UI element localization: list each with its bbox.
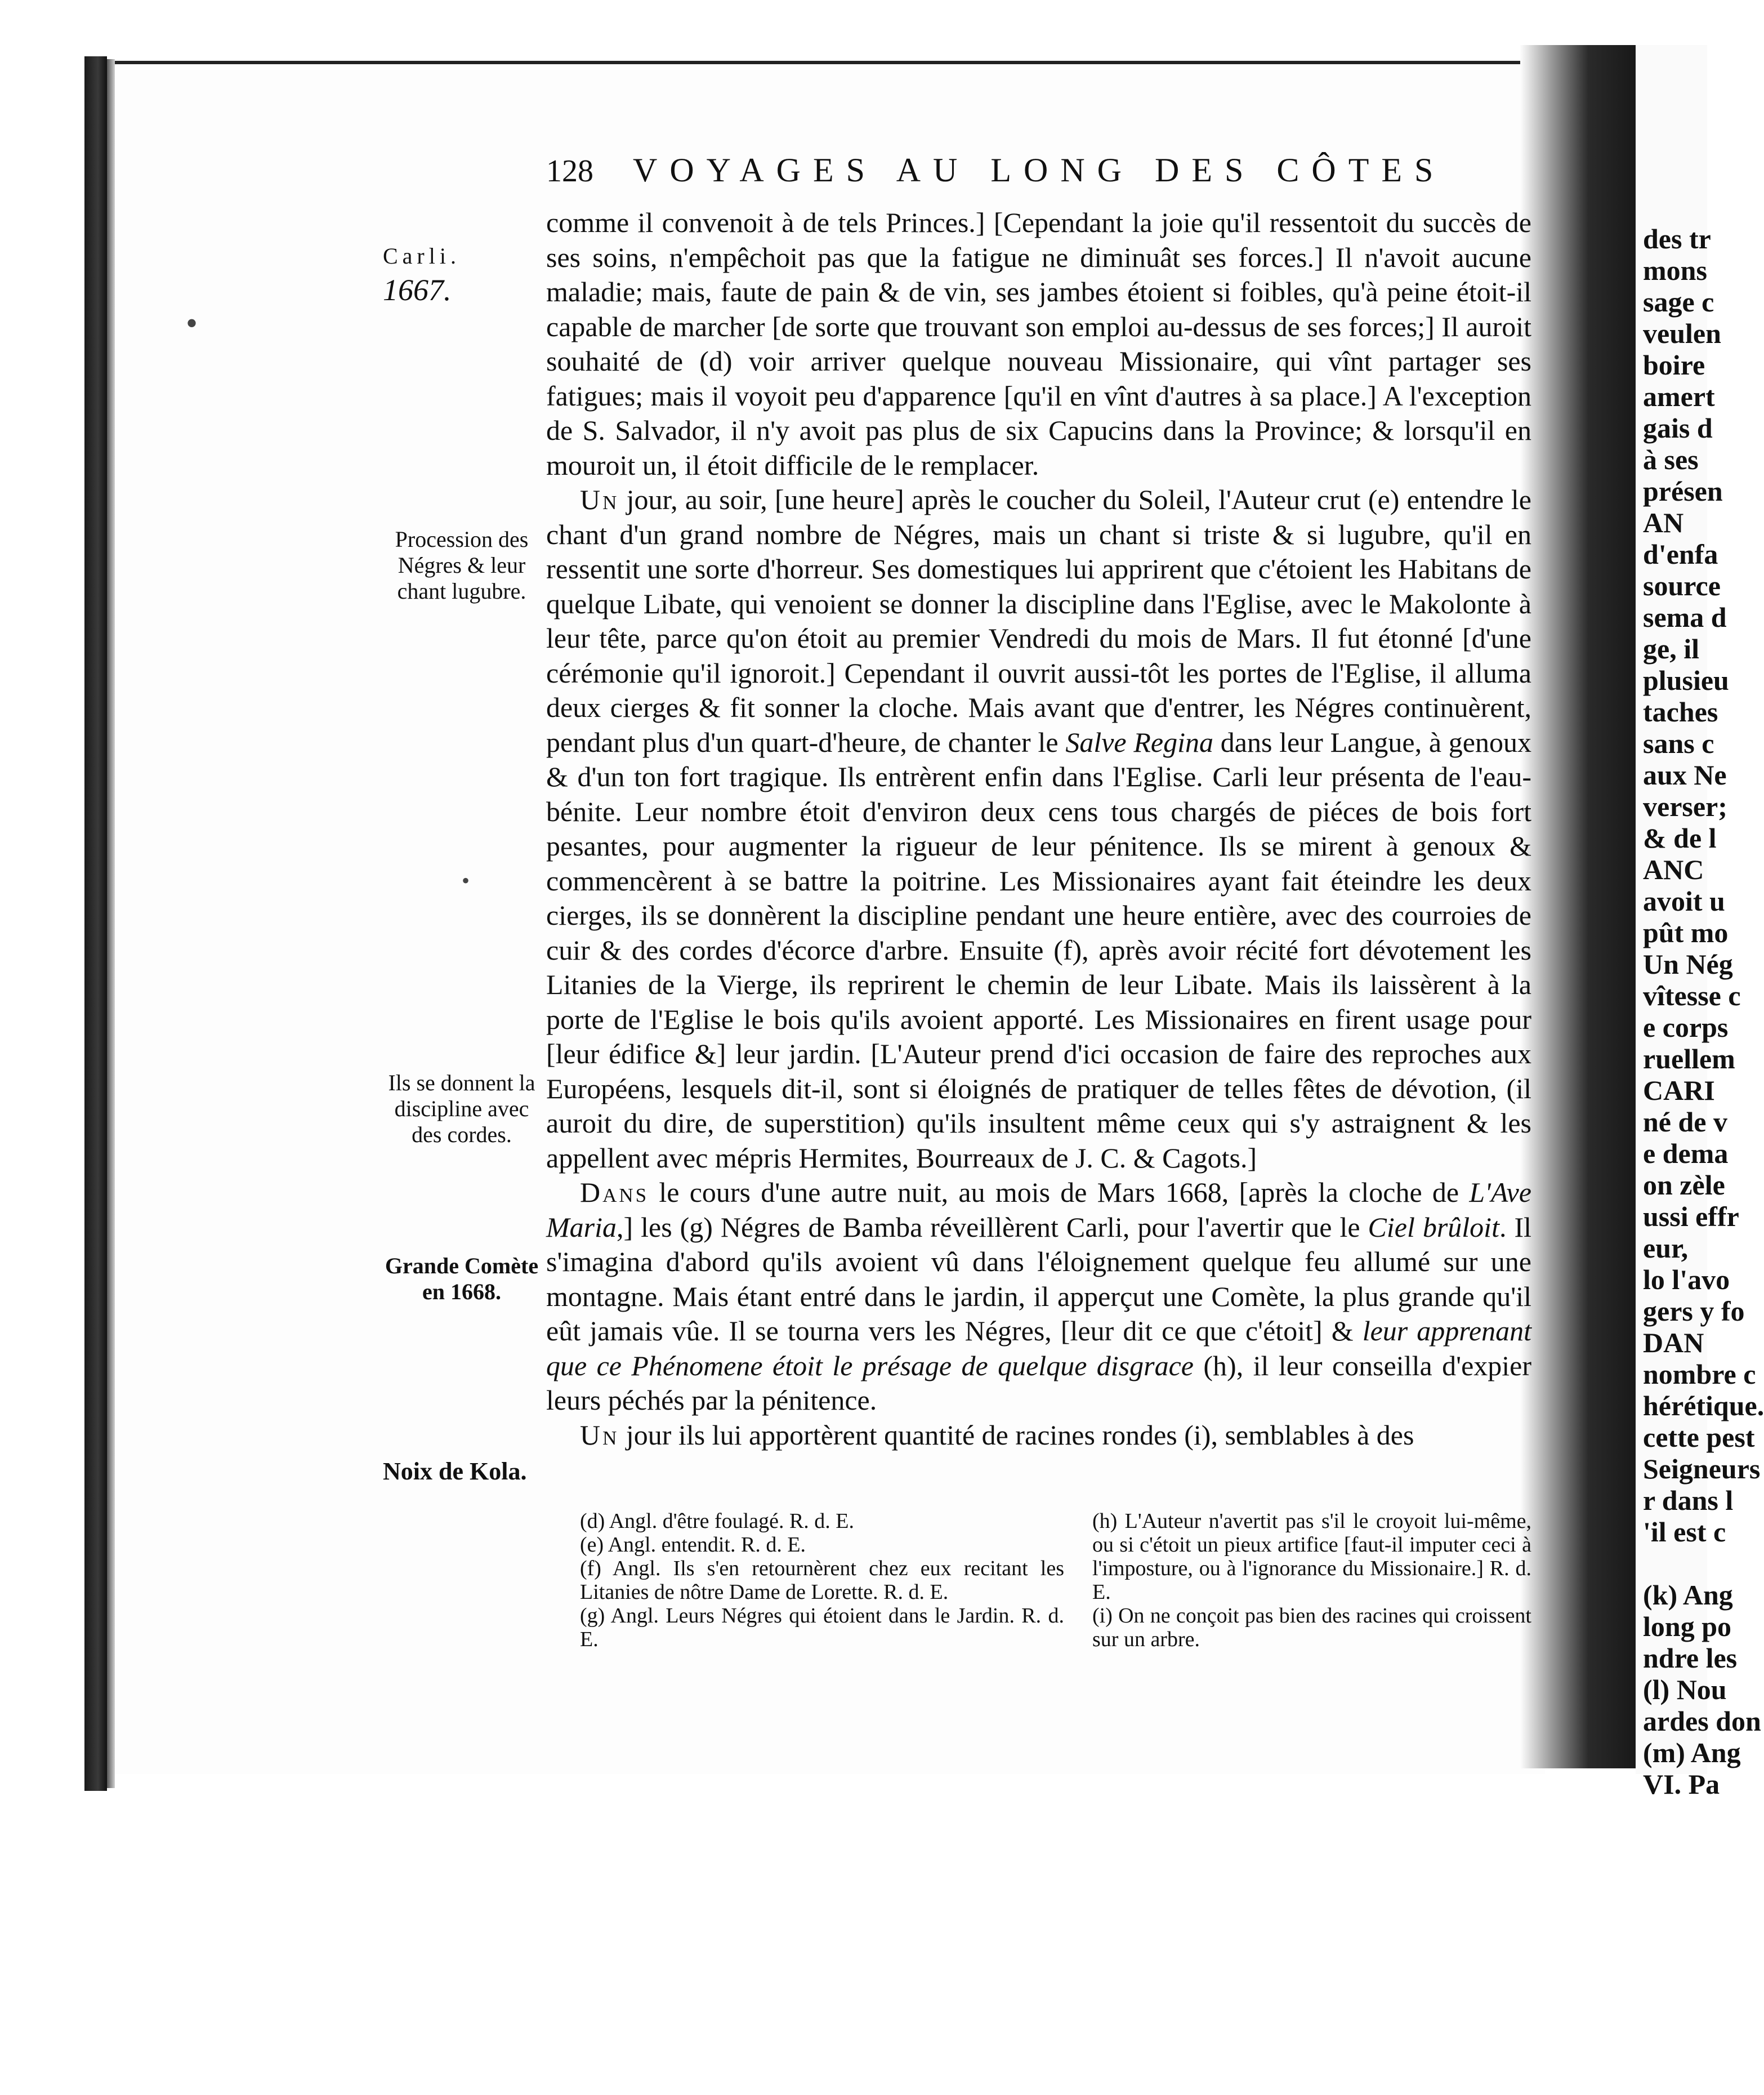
- page-edge: [107, 59, 115, 1788]
- margin-note-kola: Noix de Kola.: [383, 1457, 527, 1485]
- right-page-line: cette pest: [1643, 1421, 1755, 1453]
- right-page-line: DAN: [1643, 1327, 1704, 1358]
- right-page-line: CARI: [1643, 1075, 1715, 1106]
- right-page-line: des tr: [1643, 223, 1711, 255]
- footnotes-right: [1092, 1509, 1531, 1651]
- right-page-line: source: [1643, 570, 1721, 601]
- right-page-line: ussi effr: [1643, 1201, 1739, 1232]
- bottom-margin: [115, 1774, 1545, 2095]
- right-page-line: à ses: [1643, 444, 1699, 475]
- footnote-d: (d) Angl. d'être foulagé. R. d. E.: [580, 1509, 855, 1533]
- right-page-line: gers y fo: [1643, 1295, 1745, 1327]
- running-head: VOYAGES AU LONG DES CÔTES: [633, 151, 1446, 189]
- page-number: 128: [546, 154, 593, 189]
- right-page-line: avoit u: [1643, 885, 1725, 917]
- right-page-line: [1643, 1547, 1707, 1580]
- page-header: [546, 151, 1470, 202]
- right-page-line: sema d: [1643, 601, 1727, 633]
- right-page-line: mons: [1643, 255, 1707, 286]
- drop-word: Dans: [580, 1176, 649, 1208]
- presage-italic: leur apprenant que ce Phénomene étoit le présage de quelque disgrace: [546, 1315, 1531, 1381]
- drop-word: Un: [580, 1419, 619, 1451]
- right-page-line: aux Ne: [1643, 759, 1727, 791]
- margin-year: 1667.: [383, 273, 452, 307]
- right-page-line: AN: [1643, 507, 1684, 538]
- right-page-line: ANC: [1643, 854, 1704, 885]
- salve-regina: Salve Regina: [1065, 726, 1213, 758]
- right-page-line: nombre c: [1643, 1358, 1756, 1390]
- right-page-line: présen: [1643, 475, 1723, 507]
- right-page-line: pût mo: [1643, 917, 1729, 948]
- book-spine: [84, 56, 107, 1791]
- right-page-line: boire: [1643, 349, 1705, 381]
- right-page-line: r dans l: [1643, 1485, 1734, 1516]
- right-page-line: ndre les: [1643, 1642, 1738, 1674]
- right-page-line: & de l: [1643, 822, 1717, 854]
- right-page-line: plusieu: [1643, 665, 1729, 696]
- ave-maria: L'Ave Maria: [546, 1176, 1531, 1243]
- right-page-line: e corps: [1643, 1011, 1729, 1043]
- footnote-h: (h) L'Auteur n'avertit pas s'il le croyoit lui-même, ou si c'étoit un pieux artifice [faut-il imputer ceci à l'imposture, ou à l'ignorance du Missionaire.] R. d. E.: [1092, 1509, 1531, 1604]
- right-page-line: (m) Ang: [1643, 1737, 1741, 1768]
- paragraph-1: comme il convenoit à de tels Princes.] [Cependant la joie qu'il ressentoit du succès de ses soins, n'empêchoit pas que la fatigue ne diminuât ses forces.] Il n'avoit aucune maladie; mais, faute de pain & de vin, ses jambes étoient si foibles, qu'à peine étoit-il capable de marcher [de sorte que trouvant son emploi au-dessus de ses forces;] Il auroit souhaité de (d) voir arriver quelque nouveau Missionaire, qui vînt partager ses fatigues; mais il voyoit peu d'apparence [qu'il en vînt d'autres à sa place.] A l'exception de S. Salvador, il n'y avoit pas plus de six Capucins dans la Province; & lorsqu'il en mouroit un, il étoit difficile de le remplacer.: [546, 207, 1531, 481]
- paragraph-3-cont: ,] les (g) Négres de Bamba réveillèrent Carli, pour l'avertir que le: [617, 1211, 1368, 1243]
- paragraph-4-text: jour ils lui apportèrent quantité de racines rondes (i), semblables à des: [619, 1419, 1414, 1451]
- right-page-line: né de v: [1643, 1106, 1727, 1138]
- body-text: [546, 206, 1531, 1452]
- right-page-line: verser;: [1643, 791, 1727, 822]
- margin-note-procession: Procession des Négres & leur chant lugubre.: [395, 527, 529, 604]
- right-page-line: amert: [1643, 381, 1715, 412]
- gutter-shadow: [1520, 45, 1644, 1768]
- right-page-line: Seigneurs: [1643, 1453, 1761, 1485]
- paragraph-2: [546, 483, 1531, 1175]
- paragraph-2-text: jour, au soir, [une heure] après le coucher du Soleil, l'Auteur crut (e) entendre le chant d'un grand nombre de Négres, mais un chant si triste & si lugubre, qu'il en ressentit une sorte d'horreur. Ses domestiques lui apprirent que c'étoient les Habitans de quelque Libate, qui venoient se donner la discipline dans l'Eglise, avec le Makolonte à leur tête, parce qu'on étoit au premier Vendredi du mois de Mars. Il fut étonné [d'une cérémonie qu'il ignoroit.] Cependant il ouvrit aussi-tôt les portes de l'Eglise, il alluma deux cierges & fit sonner la cloche. Mais avant que d'entrer, les Négres continuèrent, pendant plus d'un quart-d'heure, de chanter le: [546, 484, 1531, 758]
- right-page-line: veulen: [1643, 318, 1721, 349]
- ciel-bruloit: Ciel brûloit: [1368, 1211, 1499, 1243]
- paragraph-3-cont2: . Il s'imagina d'abord qu'ils avoient vû dans l'éloignement quelque feu allumé sur une montagne. Mais étant entré dans le jardin, il apperçut une Comète, la plus grande qu'il eût jamais vûe. Il se tourna vers les Négres, [leur dit ce que c'étoit] &: [546, 1211, 1531, 1347]
- margin-note-comet: Grande Comète en 1668.: [385, 1253, 539, 1304]
- right-page-line: ardes don: [1643, 1705, 1761, 1737]
- right-page-line: (k) Ang: [1643, 1579, 1733, 1611]
- footnote-g: (g) Angl. Leurs Négres qui étoient dans le Jardin. R. d. E.: [580, 1604, 1064, 1651]
- right-page-line: 'il est c: [1643, 1516, 1726, 1548]
- paragraph-3: [546, 1175, 1531, 1418]
- footnotes-left: [580, 1509, 1064, 1651]
- paragraph-3-text: le cours d'une autre nuit, au mois de Mars 1668, [après la cloche de: [649, 1176, 1470, 1208]
- right-page-line: VI. Pa: [1643, 1768, 1720, 1800]
- drop-word: Un: [580, 484, 619, 515]
- right-page-line: hérétique.: [1643, 1390, 1764, 1421]
- right-page-line: ge, il: [1643, 633, 1699, 665]
- page-top-rule: [115, 61, 1545, 64]
- right-page-line: (l) Nou: [1643, 1674, 1727, 1705]
- paragraph-3-cont3: (h), il leur conseilla d'expier leurs péchés par la pénitence.: [546, 1349, 1532, 1416]
- right-page-line: lo l'avo: [1643, 1264, 1730, 1295]
- paragraph-2-cont: dans leur Langue, à genoux & d'un ton fort tragique. Ils entrèrent enfin dans l'Eglise. Carli leur présenta de l'eau-bénite. Leur nombre étoit d'environ deux cens tous chargés de piéces de bois fort pesantes, pour augmenter la rigueur de leur pénitence. Ils se mirent à genoux & commencèrent à se battre la poitrine. Les Missionaires ayant fait éteindre les deux cierges, ils se donnèrent la discipline pendant une heure entière, avec des courroies de cuir & des cordes d'écorce d'arbre. Ensuite (f), après avoir récité fort dévotement les Litanies de la Vierge, ils reprirent le chemin de leur Libate. Mais ils laissèrent à la porte de l'Eglise le bois qu'ils avoient apporté. Les Missionaires en firent usage pour [leur édifice &] leur jardin. [L'Auteur prend d'ici occasion de faire des reproches aux Européens, lesquels dit-il, sont si éloignés de pratiquer de telles fêtes de dévotion, (il auroit du dire, de superstition) qu'ils insultent même ceux qui s'y astraignent & les appellent avec mépris Hermites, Bourreaux de J. C. & Cagots.]: [546, 726, 1531, 1174]
- right-page-line: long po: [1643, 1611, 1732, 1642]
- margin-note-discipline: Ils se donnent la discipline avec des cordes.: [388, 1070, 535, 1147]
- right-page-line: gais d: [1643, 412, 1713, 444]
- right-page-line: ruellem: [1643, 1043, 1735, 1075]
- right-page-line: Un Nég: [1643, 948, 1733, 980]
- right-page-line: d'enfa: [1643, 538, 1718, 570]
- paragraph-4: [546, 1418, 1531, 1453]
- right-page-line: sage c: [1643, 286, 1714, 318]
- ink-dot: •: [462, 868, 470, 893]
- margin-author: Carli.: [383, 243, 461, 269]
- right-page-line: vîtesse c: [1643, 980, 1741, 1011]
- ink-dot: •: [186, 305, 198, 342]
- footnote-i: (i) On ne conçoit pas bien des racines qui croissent sur un arbre.: [1092, 1604, 1531, 1651]
- footnote-f: (f) Angl. Ils s'en retournèrent chez eux recitant les Litanies de nôtre Dame de Lorette. R. d. E.: [580, 1557, 1064, 1604]
- footnote-e: (e) Angl. entendit. R. d. E.: [580, 1533, 806, 1557]
- right-page-line: on zèle: [1643, 1169, 1725, 1201]
- margin-note-author: [383, 239, 541, 307]
- right-page-line: eur,: [1643, 1232, 1689, 1264]
- right-page-line: e dema: [1643, 1138, 1729, 1169]
- right-page-line: taches: [1643, 696, 1718, 728]
- right-page-line: sans c: [1643, 728, 1714, 759]
